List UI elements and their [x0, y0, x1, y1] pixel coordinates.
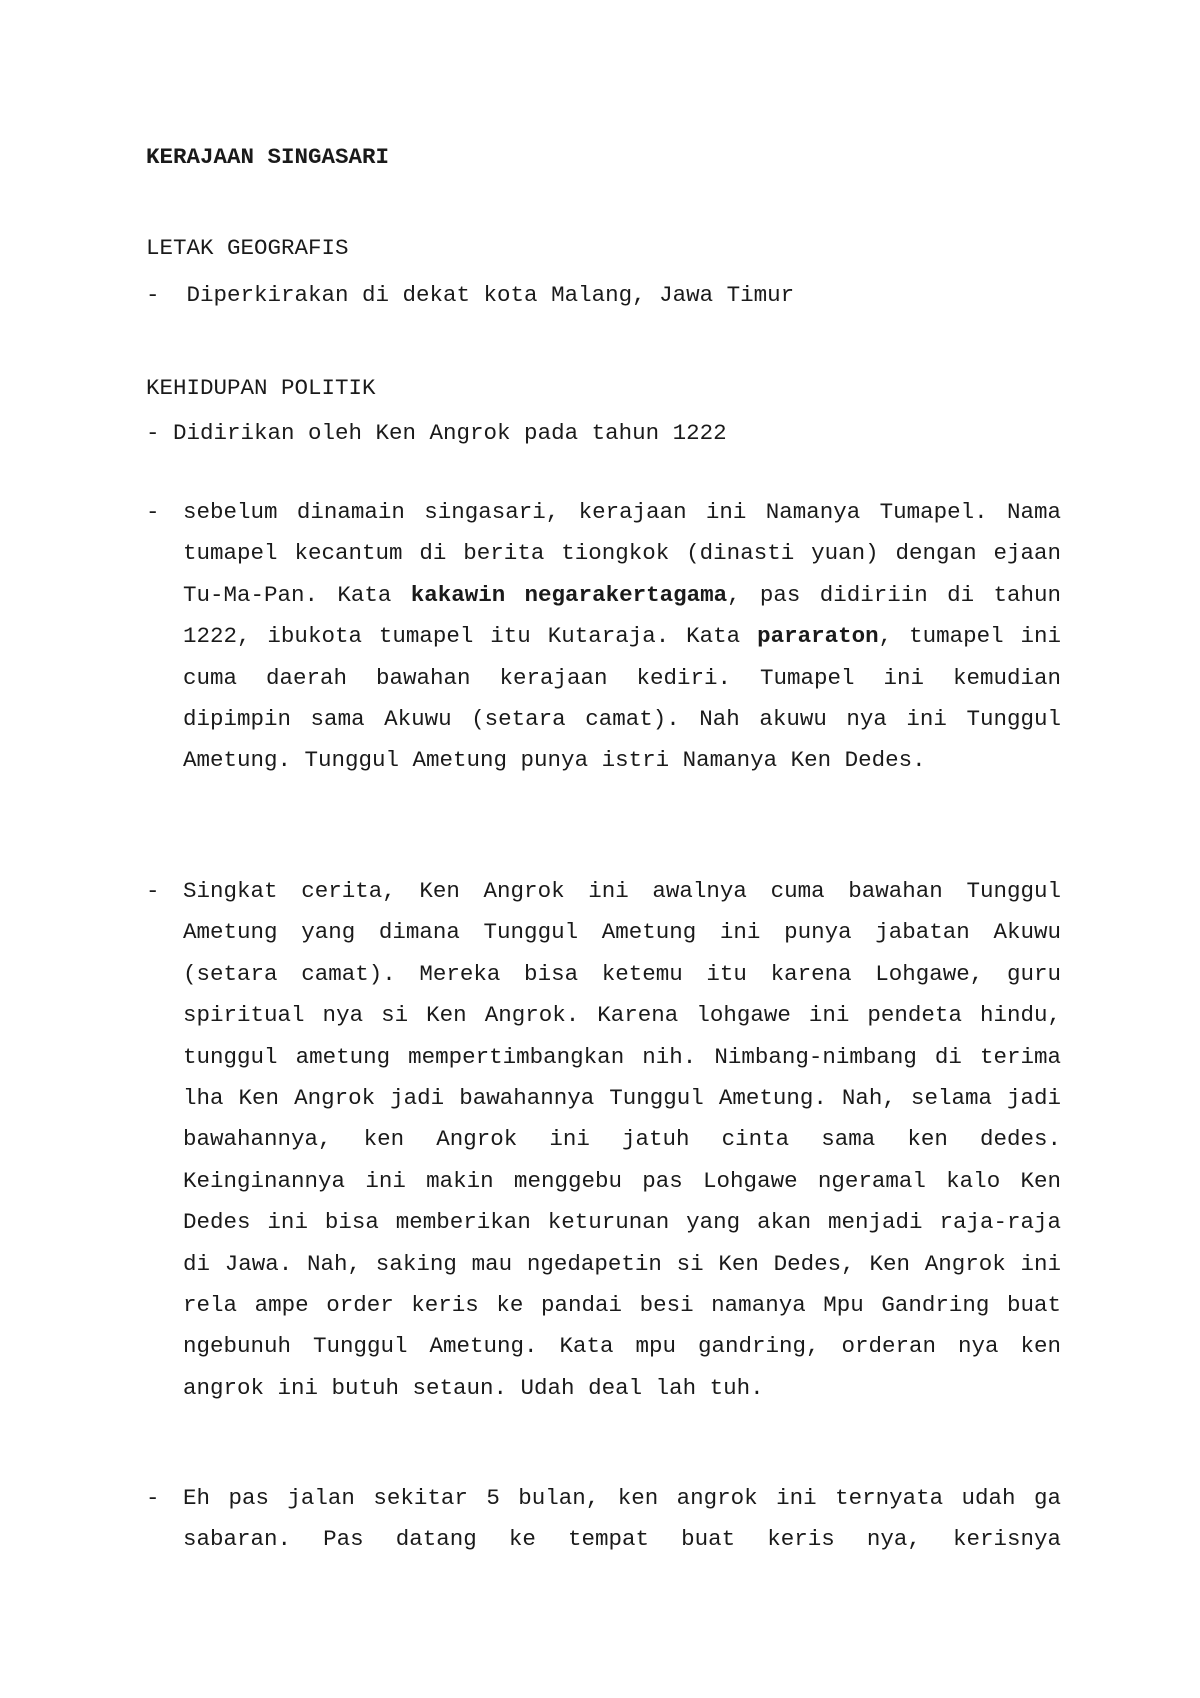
document-title: KERAJAAN SINGASARI [146, 144, 390, 170]
paragraph-body [183, 492, 1061, 782]
heading-kehidupan-politik: KEHIDUPAN POLITIK [146, 375, 376, 401]
paragraph-tumapel [146, 492, 1061, 782]
bullet-didirikan: - Didirikan oleh Ken Angrok pada tahun 1222 [146, 420, 727, 446]
bullet-lokasi: - Diperkirakan di dekat kota Malang, Jawa Timur [146, 282, 795, 308]
paragraph-singkat-cerita [146, 871, 1061, 1409]
bullet-dash: - [146, 878, 160, 904]
text-run: , tumapel ini cuma daerah bawahan kerajaan kediri. Tumapel ini kemudian dipimpin sama Akuwu (setara camat). Nah akuwu nya ini Tunggul Ametung. Tunggul Ametung punya istri Namanya Ken Dedes. [183, 623, 1062, 774]
paragraph-lima-bulan [146, 1478, 1061, 1561]
paragraph-body: Singkat cerita, Ken Angrok ini awalnya cuma bawahan Tunggul Ametung yang dimana Tunggul Ametung ini punya jabatan Akuwu (setara camat). Mereka bisa ketemu itu karena Lohgawe, guru spiritual nya si Ken Angrok. Karena lohgawe ini pendeta hindu, tunggul ametung mempertimbangkan nih. Nimbang-nimbang di terima lha Ken Angrok jadi bawahannya Tunggul Ametung. Nah, selama jadi bawahannya, ken Angrok ini jatuh cinta sama ken dedes. Keinginannya ini makin menggebu pas Lohgawe ngeramal kalo Ken Dedes ini bisa memberikan keturunan yang akan menjadi raja-raja di Jawa. Nah, saking mau ngedapetin si Ken Dedes, Ken Angrok ini rela ampe order keris ke pandai besi namanya Mpu Gandring buat ngebunuh Tunggul Ametung. Kata mpu gandring, orderan nya ken angrok ini butuh setaun. Udah deal lah tuh. [183, 878, 1061, 1401]
bullet-dash: - [146, 1485, 160, 1511]
paragraph-body: Eh pas jalan sekitar 5 bulan, ken angrok ini ternyata udah ga sabaran. Pas datang ke tempat buat keris nya, kerisnya [183, 1485, 1061, 1553]
bold-term-pararaton: pararaton [757, 623, 879, 650]
bold-term-kakawin: kakawin negarakertagama [410, 581, 728, 608]
heading-letak-geografis: LETAK GEOGRAFIS [146, 235, 349, 261]
text-run: sebelum dinamain singasari, kerajaan ini Namanya Tumapel. Nama tumapel kecantum di berita tiongkok (dinasti yuan) dengan ejaan Tu-Ma-Pan. Kata [183, 499, 1061, 608]
bullet-dash: - [146, 499, 160, 525]
text-run: , pas didiriin di tahun 1222, ibukota tumapel itu Kutaraja. Kata [183, 581, 1061, 650]
